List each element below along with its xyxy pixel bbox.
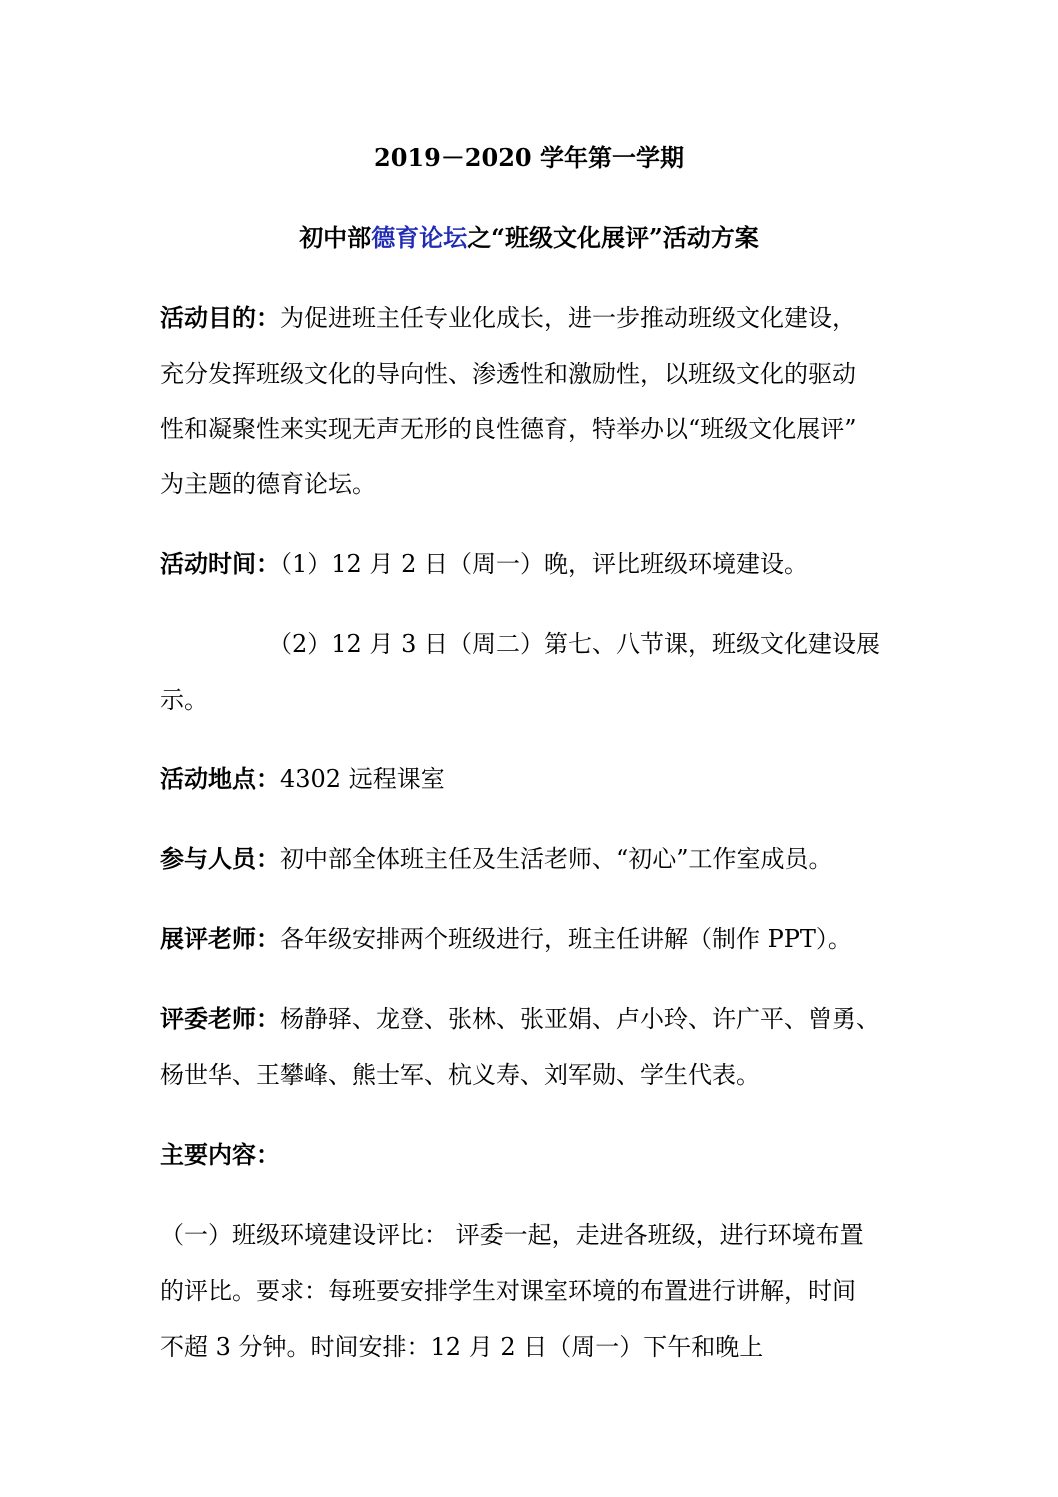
location-value: 4302 远程课室 [280,765,445,793]
content-heading: 主要内容： [160,1140,280,1169]
purpose-line-1 [160,303,856,333]
time-item-2-line-1: （2）12 月 3 日（周二）第七、八节课，班级文化建设展 [268,630,880,658]
time-label: 活动时间： [160,549,280,578]
participants-line [160,844,833,874]
presenters-label: 展评老师： [160,924,280,953]
judges-text-1: 杨静驿、龙登、张林、张亚娟、卢小玲、许广平、曾勇、 [280,1005,880,1033]
purpose-label: 活动目的： [160,303,280,332]
title-prefix: 初中部 [299,223,372,252]
purpose-line-3: 性和凝聚性来实现无声无形的良性德育，特举办以“班级文化展评” [160,415,857,443]
content-line-1: （一）班级环境建设评比： 评委一起，走进各班级，进行环境布置 [160,1221,864,1249]
title-link-deyu-forum[interactable]: 德育论坛 [371,223,468,252]
judges-line-1 [160,1004,880,1034]
purpose-text-1: 为促进班主任专业化成长，进一步推动班级文化建设， [280,304,856,332]
content-line-3: 不超 3 分钟。时间安排：12 月 2 日（周一）下午和晚上 [160,1333,764,1361]
time-item-2-line-2: 示。 [160,686,208,714]
time-line-1 [160,549,808,579]
participants-label: 参与人员： [160,844,280,873]
time-item-1: （1）12 月 2 日（周一）晚，评比班级环境建设。 [280,550,808,578]
purpose-line-2: 充分发挥班级文化的导向性、渗透性和激励性，以班级文化的驱动 [160,360,856,388]
judges-label: 评委老师： [160,1004,280,1033]
document-title [0,223,1058,253]
location-line [160,764,445,794]
judges-line-2: 杨世华、王攀峰、熊士军、杭义寿、刘军勋、学生代表。 [160,1061,760,1089]
purpose-line-4: 为主题的德育论坛。 [160,470,376,498]
term-heading: 2019－2020 学年第一学期 [374,143,684,172]
location-label: 活动地点： [160,764,280,793]
presenters-value: 各年级安排两个班级进行，班主任讲解（制作 PPT）。 [280,925,852,953]
content-line-2: 的评比。要求：每班要安排学生对课室环境的布置进行讲解，时间 [160,1277,856,1305]
participants-value: 初中部全体班主任及生活老师、“初心”工作室成员。 [280,845,833,873]
presenters-line [160,924,852,954]
title-suffix: 之“班级文化展评”活动方案 [467,223,759,252]
